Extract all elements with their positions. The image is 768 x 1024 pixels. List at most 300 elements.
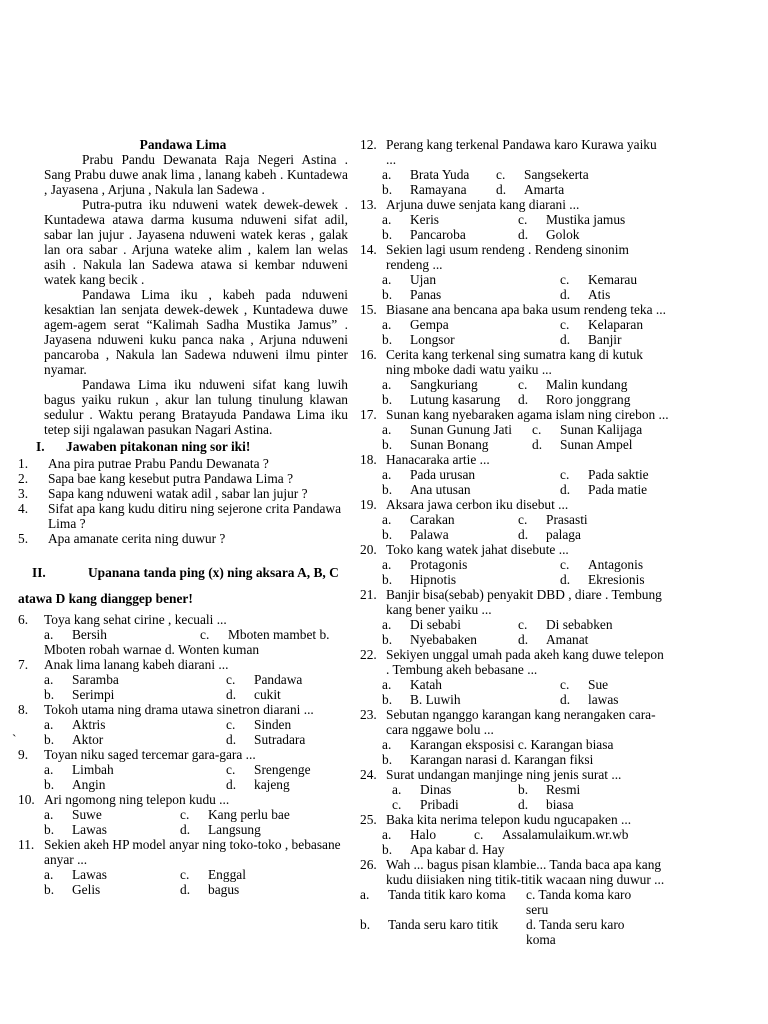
question-number: 18. (360, 452, 377, 467)
question-stem (360, 497, 670, 512)
question-number: 7. (18, 657, 29, 672)
section-2-heading (18, 560, 348, 612)
answer-option (382, 527, 449, 542)
option-text: Di sebabi (410, 617, 461, 632)
answer-option (518, 512, 588, 527)
answer-option (226, 687, 281, 702)
option-text: Longsor (410, 332, 455, 347)
option-text: Sunan Kalijaga (560, 422, 643, 437)
option-letter: c. (226, 762, 236, 777)
question-text: Surat undangan manjinge ning jenis surat ... (386, 767, 622, 782)
option-text: Sangkuriang (410, 377, 478, 392)
option-letter: a. (392, 782, 402, 797)
answer-option (180, 867, 246, 882)
answer-option (382, 422, 512, 437)
essay-question (18, 531, 348, 546)
answer-option (518, 527, 581, 542)
option-letter: a. (382, 827, 392, 842)
option-letter: d. (180, 882, 191, 897)
story-paragraph: Putra-putra iku nduweni watek dewek-dewek . Kuntadewa atawa darma kusuma nduweni sifat adil, sabar lan jujur . Jayasena nduweni watek keras , galak lan ora sabar . Arjuna wateke alim , kalem lan welas asih . Nakula lan Sadewa atawa si kembar nduweni watek kang becik . (44, 197, 348, 287)
mc-question (360, 452, 670, 497)
mc-question (18, 792, 348, 837)
question-stem (360, 137, 670, 167)
mc-question (360, 767, 670, 812)
question-number: 17. (360, 407, 377, 422)
question-number: 12. (360, 137, 377, 152)
option-text: Amanat (546, 632, 589, 647)
option-row (18, 807, 348, 822)
option-text: Carakan (410, 512, 455, 527)
option-letter: d. (560, 287, 571, 302)
option-row (18, 867, 348, 882)
mc-question (18, 612, 348, 657)
option-text: Kelaparan (588, 317, 644, 332)
option-row (360, 752, 670, 767)
option-row (360, 422, 670, 437)
question-number: 4. (18, 501, 29, 516)
mc-question (360, 407, 670, 452)
answer-option (382, 227, 466, 242)
option-row (360, 332, 670, 347)
option-letter: c. (496, 167, 506, 182)
question-number: 23. (360, 707, 377, 722)
answer-option (560, 677, 608, 692)
option-row (360, 437, 670, 452)
option-letter: a. (44, 672, 54, 687)
option-row (18, 822, 348, 837)
option-text: Sunan Bonang (410, 437, 489, 452)
option-letter: c. (560, 317, 570, 332)
option-letter: b. (360, 917, 371, 932)
option-letter: a. (382, 617, 392, 632)
option-text: Atis (588, 287, 611, 302)
question-text: Ari ngomong ning telepon kudu ... (44, 792, 230, 807)
answer-option (382, 212, 439, 227)
option-letter: b. (44, 732, 55, 747)
answer-option (382, 332, 455, 347)
option-letter: a. (382, 272, 392, 287)
answer-option (360, 917, 498, 932)
answer-option (560, 272, 637, 287)
option-row (18, 672, 348, 687)
option-text: Palawa (410, 527, 449, 542)
question-text: Wah ... bagus pisan klambie... Tanda baca apa kang kudu diisiaken ning titik-titik wacaan ning duwur ... (386, 857, 665, 887)
option-letter: c. (474, 827, 484, 842)
option-text: Panas (410, 287, 442, 302)
answer-option (382, 287, 441, 302)
option-text: Tanda seru karo titik (388, 917, 499, 932)
option-row (12, 732, 348, 747)
answer-option (226, 672, 302, 687)
option-letter: c. (518, 617, 528, 632)
question-text: Banjir bisa(sebab) penyakit DBD , diare . Tembung kang bener yaiku ... (386, 587, 662, 617)
option-text: Lutung kasarung (410, 392, 501, 407)
option-text: Ekresionis (588, 572, 645, 587)
option-text: B. Luwih (410, 692, 461, 707)
option-letter: a. (44, 807, 54, 822)
question-stem (360, 407, 670, 422)
answer-option (44, 672, 119, 687)
stray-mark: ` (12, 732, 17, 747)
question-number: 2. (18, 471, 29, 486)
option-row (360, 167, 670, 182)
option-row (360, 842, 670, 857)
option-text: biasa (546, 797, 574, 812)
mc-question (18, 837, 348, 897)
option-letter: d. (560, 482, 571, 497)
option-letter: d. (226, 732, 237, 747)
option-letter: a. (382, 737, 392, 752)
option-text: Brata Yuda (410, 167, 470, 182)
mc-question (360, 497, 670, 542)
option-text: Ujan (410, 272, 437, 287)
answer-option (44, 627, 107, 642)
option-letter: a. (382, 677, 392, 692)
answer-option (180, 822, 261, 837)
option-letter: d. (226, 777, 237, 792)
question-text: Biasane ana bencana apa baka usum rendeng teka ... (386, 302, 666, 317)
answer-option (518, 632, 588, 647)
mc-question (18, 747, 348, 792)
mc-question (360, 197, 670, 242)
option-text: Sunan Ampel (560, 437, 633, 452)
answer-option (518, 617, 613, 632)
answer-option (382, 827, 436, 842)
option-text: Roro jonggrang (546, 392, 631, 407)
story-paragraph: Pandawa Lima iku , kabeh pada nduweni kesaktian lan senjata dewek-dewek , Kuntadewa duwe agem-agem serat “Kalimah Sadha Mustika Jamus” . Jayasena nduweni kuku panca naka , Arjuna nduweni pancaroba , Nakula lan Sadewa nduweni ilmu pinter nyamar. (44, 287, 348, 377)
option-text: Assalamulaikum.wr.wb (502, 827, 629, 842)
option-text: Lawas (72, 867, 107, 882)
option-letter: c. (560, 272, 570, 287)
answer-option (392, 797, 459, 812)
option-text: cukit (254, 687, 281, 702)
answer-option (496, 167, 589, 182)
option-letter: b. (382, 332, 393, 347)
option-text: Suwe (72, 807, 102, 822)
answer-option (382, 437, 488, 452)
answer-option (200, 627, 330, 642)
question-number: 5. (18, 531, 29, 546)
answer-option (560, 572, 645, 587)
answer-option (518, 227, 579, 242)
section-2-number: II. (32, 565, 46, 580)
option-row (18, 882, 348, 897)
option-row (360, 512, 670, 527)
question-text: Arjuna duwe senjata kang diarani ... (386, 197, 580, 212)
option-letter: b. (44, 822, 55, 837)
question-stem (360, 302, 670, 317)
answer-option (44, 822, 107, 837)
option-text: Mboten robah warnae d. Wonten kuman (44, 642, 260, 657)
answer-option (560, 317, 643, 332)
story-text (18, 152, 348, 437)
question-stem (360, 587, 670, 617)
question-text: Hanacaraka artie ... (386, 452, 490, 467)
answer-option (382, 677, 442, 692)
option-letter: d. (518, 527, 529, 542)
option-letter: d. (518, 227, 529, 242)
mc-question (360, 707, 670, 767)
option-text: Banjir (588, 332, 622, 347)
question-text: Sekien akeh HP model anyar ning toko-toko , bebasane anyar ... (44, 837, 341, 867)
option-row (360, 227, 670, 242)
option-row (360, 272, 670, 287)
option-row (18, 642, 348, 657)
option-text: Sunan Gunung Jati (410, 422, 512, 437)
question-number: 20. (360, 542, 377, 557)
option-text: Angin (72, 777, 106, 792)
option-text: Gempa (410, 317, 449, 332)
question-number: 25. (360, 812, 377, 827)
option-letter: c. (560, 467, 570, 482)
question-stem (18, 702, 348, 717)
question-text: Sapa bae kang kesebut putra Pandawa Lima ? (48, 471, 294, 486)
question-number: 6. (18, 612, 29, 627)
question-text: Perang kang terkenal Pandawa karo Kurawa yaiku ... (386, 137, 657, 167)
answer-option (392, 782, 451, 797)
option-text: Ramayana (410, 182, 467, 197)
option-letter: a. (44, 867, 54, 882)
option-row (360, 377, 670, 392)
option-letter: c. (180, 867, 190, 882)
option-text: Limbah (72, 762, 114, 777)
mc-question (360, 857, 670, 887)
question-number: 10. (18, 792, 35, 807)
answer-option (226, 717, 291, 732)
question-stem (360, 857, 670, 887)
question-number: 16. (360, 347, 377, 362)
question-number: 19. (360, 497, 377, 512)
option-letter: b. (382, 182, 393, 197)
mc-question (18, 657, 348, 702)
option-letter: a. (382, 422, 392, 437)
answer-option (518, 797, 574, 812)
question-text: Apa amanate cerita ning duwur ? (48, 531, 226, 546)
answer-option (532, 437, 633, 452)
question-text: Sebutan nganggo karangan kang nerangaken cara-cara nggawe bolu ... (386, 707, 656, 737)
answer-option (382, 752, 593, 767)
answer-option (382, 482, 471, 497)
option-row (360, 632, 670, 647)
question-text: Sekien lagi usum rendeng . Rendeng sinonim rendeng ... (386, 242, 629, 272)
question-text: Toyan niku saged tercemar gara-gara ... (44, 747, 256, 762)
option-letter: a. (382, 167, 392, 182)
option-text: Aktris (72, 717, 106, 732)
answer-option (518, 782, 580, 797)
question-stem (360, 647, 670, 677)
answer-option (382, 617, 461, 632)
option-text: Di sebabken (546, 617, 613, 632)
answer-option (44, 717, 105, 732)
question-number: 26. (360, 857, 377, 872)
answer-option (44, 687, 114, 702)
option-text: Langsung (208, 822, 261, 837)
question-stem (360, 242, 670, 272)
right-column (360, 137, 670, 947)
option-row (360, 182, 670, 197)
option-row (18, 627, 348, 642)
option-letter: b. (382, 572, 393, 587)
option-letter: b. (382, 692, 393, 707)
option-row (360, 617, 670, 632)
question-stem (360, 452, 670, 467)
option-letter: d. (560, 692, 571, 707)
option-text: Resmi (546, 782, 581, 797)
option-letter: a. (382, 317, 392, 332)
option-letter: d. (226, 687, 237, 702)
left-column (12, 137, 348, 897)
question-text: Sunan kang nyebaraken agama islam ning cirebon ... (386, 407, 669, 422)
story-title: Pandawa Lima (139, 137, 227, 152)
option-text: Pandawa (254, 672, 303, 687)
question-number: 14. (360, 242, 377, 257)
option-text: Bersih (72, 627, 107, 642)
option-text: Katah (410, 677, 442, 692)
question-stem (18, 837, 348, 867)
option-row (360, 527, 670, 542)
mc-question (360, 647, 670, 707)
option-text: Saramba (72, 672, 119, 687)
question-text: Sekiyen unggal umah pada akeh kang duwe telepon . Tembung akeh bebasane ... (386, 647, 664, 677)
question-text: Sifat apa kang kudu ditiru ning sejerone crita Pandawa Lima ? (48, 501, 342, 531)
option-text: palaga (546, 527, 581, 542)
option-text: Sinden (254, 717, 292, 732)
option-text: Tanda seru karo koma (526, 917, 625, 947)
option-text: Kang perlu bae (208, 807, 290, 822)
section-1-heading (18, 439, 348, 454)
question-stem (360, 707, 670, 737)
answer-option (382, 392, 500, 407)
option-text: Antagonis (588, 557, 644, 572)
option-text: Golok (546, 227, 580, 242)
mc-question (360, 137, 670, 197)
option-letter: c. (180, 807, 190, 822)
option-letter: c. (526, 887, 539, 902)
question-text: Baka kita nerima telepon kudu ngucapaken ... (386, 812, 632, 827)
option-row (18, 762, 348, 777)
story-paragraph: Pandawa Lima iku nduweni sifat kang luwih bagus yaiku rukun , akur lan tulung tinulung klawan sedulur . Waktu perang Bratayuda Pandawa Lima iku tetep siji ngalawan pasukan Nagari Astina. (44, 377, 348, 437)
option-letter: d. (560, 572, 571, 587)
option-row (360, 917, 670, 947)
question-number: 9. (18, 747, 29, 762)
option-letter: c. (518, 377, 528, 392)
answer-option (226, 732, 305, 747)
option-letter: a. (360, 887, 370, 902)
question-text: Anak lima lanang kabeh diarani ... (44, 657, 229, 672)
option-text: Sue (588, 677, 609, 692)
answer-option (382, 737, 613, 752)
question-stem (18, 747, 348, 762)
option-letter: d. (180, 822, 191, 837)
option-letter: b. (382, 227, 393, 242)
option-letter: a. (382, 512, 392, 527)
answer-option (226, 762, 311, 777)
section-1-title: Jawaben pitakonan ning sor iki! (66, 439, 251, 454)
story-paragraph: Prabu Pandu Dewanata Raja Negeri Astina . Sang Prabu duwe anak lima , lanang kabeh . Kuntadewa , Jayasena , Arjuna , Nakula lan Sadewa . (44, 152, 348, 197)
answer-option (560, 482, 647, 497)
option-text: Pribadi (420, 797, 459, 812)
option-letter: b. (382, 287, 393, 302)
option-text: Amarta (524, 182, 565, 197)
option-text: Enggal (208, 867, 246, 882)
option-text: Pada saktie (588, 467, 649, 482)
answer-option (382, 557, 467, 572)
option-text: Ana utusan (410, 482, 471, 497)
question-stem (360, 542, 670, 557)
option-row (360, 782, 670, 797)
answer-option (518, 377, 627, 392)
option-letter: c. (226, 672, 236, 687)
mc-question (360, 302, 670, 347)
option-letter: c. (518, 212, 528, 227)
answer-option (382, 572, 456, 587)
answer-option (532, 422, 642, 437)
answer-option (180, 882, 239, 897)
option-letter: d. (532, 437, 543, 452)
option-letter: c. (560, 557, 570, 572)
question-text: Toya kang sehat cirine , kecuali ... (44, 612, 227, 627)
option-text: Lawas (72, 822, 107, 837)
question-stem (360, 812, 670, 827)
option-text: Sutradara (254, 732, 306, 747)
question-stem (360, 347, 670, 377)
option-letter: b. (382, 752, 393, 767)
option-letter: a. (382, 467, 392, 482)
answer-option (518, 392, 630, 407)
option-row (360, 482, 670, 497)
option-letter: c. (560, 677, 570, 692)
option-letter: b. (382, 482, 393, 497)
question-number: 8. (18, 702, 29, 717)
answer-option (526, 887, 656, 917)
question-number: 15. (360, 302, 377, 317)
option-row (18, 777, 348, 792)
answer-option (360, 887, 506, 902)
option-text: Dinas (420, 782, 452, 797)
question-text: Aksara jawa cerbon iku disebut ... (386, 497, 569, 512)
answer-option (382, 167, 469, 182)
option-letter: b. (382, 632, 393, 647)
option-letter: c. (226, 717, 236, 732)
option-letter: a. (44, 762, 54, 777)
option-letter: d. (518, 392, 529, 407)
option-letter: a. (44, 627, 54, 642)
option-text: Kemarau (588, 272, 638, 287)
option-letter: b. (382, 842, 393, 857)
question-text: Ana pira putrae Prabu Pandu Dewanata ? (48, 456, 269, 471)
option-text: Tanda koma karo seru (526, 887, 632, 917)
question-number: 24. (360, 767, 377, 782)
answer-option (44, 807, 102, 822)
option-text: Gelis (72, 882, 101, 897)
option-text: kajeng (254, 777, 290, 792)
answer-option (560, 332, 621, 347)
option-letter: b. (44, 882, 55, 897)
option-text: lawas (588, 692, 619, 707)
option-text: Hipnotis (410, 572, 457, 587)
option-text: Protagonis (410, 557, 468, 572)
mc-question (360, 242, 670, 302)
mc-question (360, 542, 670, 587)
question-number: 1. (18, 456, 29, 471)
option-letter: d. (496, 182, 507, 197)
section-2-title: Upanana tanda ping (x) ning aksara A, B, C atawa D kang dianggep bener! (18, 565, 339, 606)
option-text: Serimpi (72, 687, 115, 702)
answer-option (560, 287, 610, 302)
mc-question (12, 702, 348, 747)
option-row (18, 687, 348, 702)
option-letter: b. (382, 392, 393, 407)
